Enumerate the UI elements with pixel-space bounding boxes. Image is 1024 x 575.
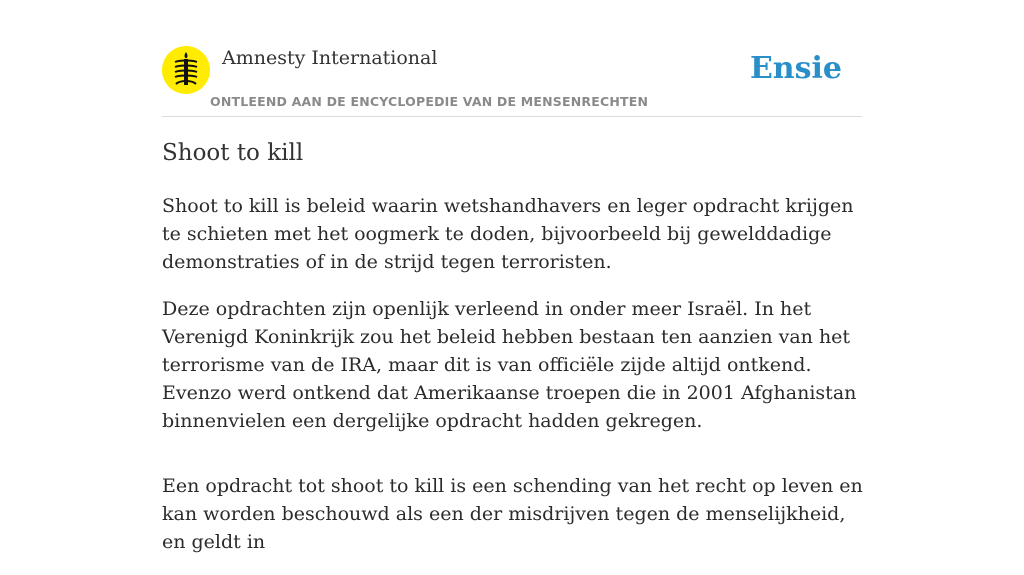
source-subtitle: ONTLEEND AAN DE ENCYCLOPEDIE VAN DE MENSENRECHTEN	[210, 94, 649, 109]
article-paragraph: Een opdracht tot shoot to kill is een schending van het recht op leven en kan worden beschouwd als een der misdrijven tegen de menselijkheid, en geldt in	[162, 475, 863, 553]
site-header	[162, 46, 862, 117]
article-paragraph: Deze opdrachten zijn openlijk verleend in onder meer Israël. In het Verenigd Koninkrijk zou het beleid hebben bestaan ten aanzien van het terrorisme van de IRA, maar dit is van officiële zijde altijd ontkend. Evenzo werd ontkend dat Amerikaanse troepen die in 2001 Afghanistan binnenvielen een dergelijke opdracht hadden gekregen.	[162, 298, 857, 432]
amnesty-candle-icon[interactable]	[162, 46, 210, 94]
article-body	[162, 192, 867, 575]
org-name[interactable]: Amnesty International	[222, 47, 438, 69]
ensie-logo-link[interactable]: Ensie	[749, 51, 842, 86]
article-title: Shoot to kill	[162, 140, 304, 166]
article-paragraph: Shoot to kill is beleid waarin wetshandhavers en leger opdracht krijgen te schieten met het oogmerk te doden, bijvoorbeeld bij gewelddadige demonstraties of in de strijd tegen terroristen.	[162, 195, 854, 273]
